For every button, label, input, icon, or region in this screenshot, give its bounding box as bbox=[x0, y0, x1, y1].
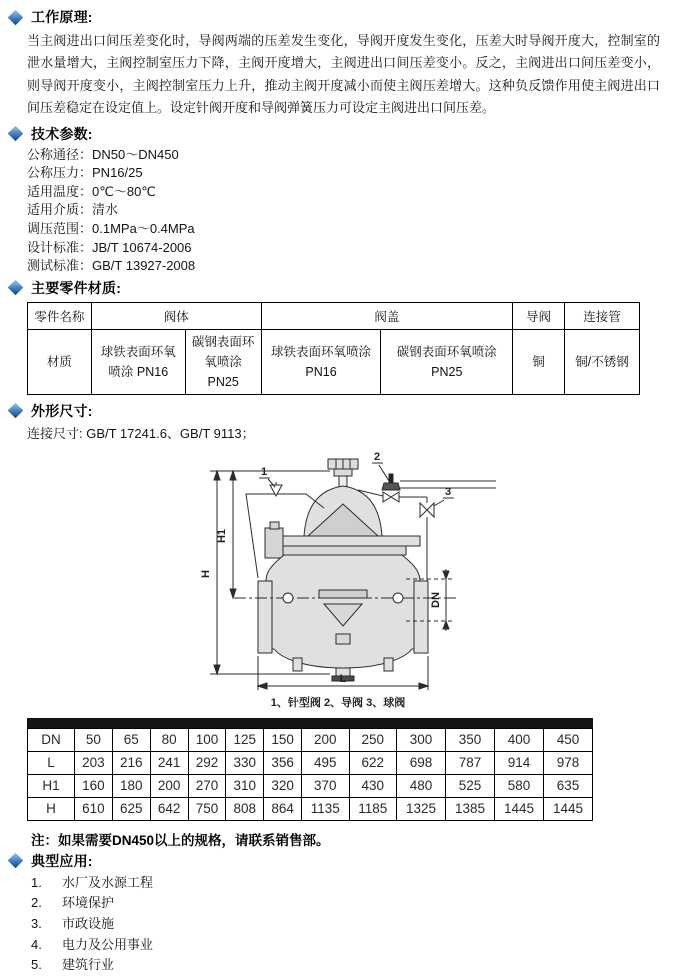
dim-cell: 1135 bbox=[302, 797, 349, 820]
param-row bbox=[27, 164, 664, 183]
dimensions-table-top-bar bbox=[27, 718, 593, 728]
param-row bbox=[27, 146, 664, 165]
dim-cell: 300 bbox=[397, 728, 446, 751]
param-value: DN50～DN450 bbox=[92, 146, 179, 162]
dim-row-h1 bbox=[28, 774, 593, 797]
dim-cell: 400 bbox=[494, 728, 543, 751]
dim-cell: 525 bbox=[445, 774, 494, 797]
dim-cell: 698 bbox=[397, 751, 446, 774]
dim-cell: 200 bbox=[150, 774, 188, 797]
dim-cell: 610 bbox=[75, 797, 113, 820]
materials-table-row bbox=[28, 329, 640, 394]
material-cell: 铜/不锈钢 bbox=[565, 329, 640, 394]
dim-row-label: H1 bbox=[28, 774, 75, 797]
item-number: 4. bbox=[31, 936, 42, 952]
dimensions-table bbox=[27, 728, 593, 821]
item-text: 电力及公用事业 bbox=[62, 936, 154, 952]
dim-cell: 1445 bbox=[543, 797, 592, 820]
valve-cross-section-drawing bbox=[6, 444, 684, 716]
callout-2: 2 bbox=[373, 450, 381, 463]
param-label: 适用介质： bbox=[27, 202, 93, 218]
diamond-bullet-icon bbox=[8, 9, 24, 25]
dim-row-h bbox=[28, 797, 593, 820]
dim-row-label: DN bbox=[28, 728, 75, 751]
dim-cell: 750 bbox=[188, 797, 226, 820]
dim-row-label: L bbox=[28, 751, 75, 774]
param-value: 0.1MPa～0.4MPa bbox=[92, 221, 195, 236]
section-title: 主要零件材质: bbox=[31, 279, 122, 296]
dim-cell: 1185 bbox=[349, 797, 396, 820]
diamond-bullet-icon bbox=[8, 126, 24, 142]
dim-cell: 241 bbox=[150, 751, 188, 774]
application-item bbox=[31, 935, 664, 956]
param-row bbox=[27, 239, 664, 258]
section-title: 典型应用: bbox=[31, 852, 93, 869]
dn450-note: 注：如果需要DN450以上的规格，请联系销售部。 bbox=[31, 832, 330, 848]
dim-label-h1: H1 bbox=[216, 528, 228, 543]
callout-1: 1 bbox=[260, 465, 268, 478]
materials-table-header-row bbox=[28, 302, 640, 329]
application-item bbox=[31, 893, 664, 914]
param-label: 测试标准： bbox=[27, 258, 93, 274]
dim-cell: 65 bbox=[112, 728, 150, 751]
applications-list bbox=[6, 873, 664, 976]
item-number: 5. bbox=[31, 957, 42, 973]
dim-cell: 320 bbox=[264, 774, 302, 797]
row-label-cell: 材质 bbox=[28, 329, 92, 394]
param-value: JB/T 10674-2006 bbox=[92, 239, 192, 255]
callout-3: 3 bbox=[444, 485, 452, 498]
param-label: 适用温度： bbox=[27, 183, 93, 199]
dim-row-label: H bbox=[28, 797, 75, 820]
dim-cell: 100 bbox=[188, 728, 226, 751]
dim-label-h: H bbox=[200, 569, 212, 578]
dim-cell: 495 bbox=[302, 751, 349, 774]
param-row bbox=[27, 183, 664, 202]
dim-cell: 292 bbox=[188, 751, 226, 774]
dim-cell: 622 bbox=[349, 751, 396, 774]
diamond-bullet-icon bbox=[8, 280, 24, 296]
header-cell: 阀盖 bbox=[261, 302, 513, 329]
header-cell: 导阀 bbox=[513, 302, 565, 329]
section-title: 外形尺寸: bbox=[31, 402, 93, 419]
dim-cell: 580 bbox=[494, 774, 543, 797]
item-number: 1. bbox=[31, 874, 42, 890]
param-value: PN16/25 bbox=[92, 165, 143, 181]
dim-cell: 625 bbox=[112, 797, 150, 820]
dim-cell: 350 bbox=[445, 728, 494, 751]
dim-cell: 370 bbox=[302, 774, 349, 797]
dim-cell: 80 bbox=[150, 728, 188, 751]
dim-label-l: L bbox=[339, 672, 347, 685]
item-text: 水厂及水源工程 bbox=[62, 874, 154, 890]
dim-cell: 330 bbox=[226, 751, 264, 774]
dim-cell: 200 bbox=[302, 728, 349, 751]
material-cell: 碳钢表面环氧喷涂 PN25 bbox=[381, 329, 513, 394]
tech-params-list bbox=[6, 146, 664, 276]
dim-cell: 914 bbox=[494, 751, 543, 774]
dim-cell: 310 bbox=[226, 774, 264, 797]
dim-cell: 480 bbox=[397, 774, 446, 797]
material-cell: 碳钢表面环氧喷涂 PN25 bbox=[185, 329, 261, 394]
materials-table bbox=[27, 302, 640, 395]
dim-cell: 1325 bbox=[397, 797, 446, 820]
diagram-caption: 1、针型阀 2、导阀 3、球阀 bbox=[270, 696, 406, 709]
param-label: 调压范围： bbox=[27, 221, 93, 236]
dim-cell: 203 bbox=[75, 751, 113, 774]
dim-cell: 808 bbox=[226, 797, 264, 820]
item-number: 2. bbox=[31, 895, 42, 911]
dim-cell: 250 bbox=[349, 728, 396, 751]
dim-cell: 787 bbox=[445, 751, 494, 774]
dim-cell: 635 bbox=[543, 774, 592, 797]
valve-dimension-diagram bbox=[6, 444, 684, 716]
material-cell: 球铁表面环氧喷涂 PN16 bbox=[261, 329, 381, 394]
application-item bbox=[31, 873, 664, 894]
dim-cell: 450 bbox=[543, 728, 592, 751]
material-cell: 铜 bbox=[513, 329, 565, 394]
item-number: 3. bbox=[31, 915, 42, 931]
header-cell: 连接管 bbox=[565, 302, 640, 329]
item-text: 建筑行业 bbox=[62, 957, 115, 973]
dim-cell: 978 bbox=[543, 751, 592, 774]
application-item bbox=[31, 914, 664, 935]
dim-label-dn: DN bbox=[430, 591, 442, 608]
param-row bbox=[27, 257, 664, 276]
item-text: 市政设施 bbox=[62, 915, 115, 931]
section-title: 工作原理: bbox=[31, 9, 93, 25]
param-value: GB/T 13927-2008 bbox=[92, 258, 196, 274]
section-header-applications bbox=[6, 851, 664, 871]
dim-cell: 160 bbox=[75, 774, 113, 797]
dim-row-dn bbox=[28, 728, 593, 751]
param-value: 清水 bbox=[92, 202, 119, 218]
param-row bbox=[27, 220, 664, 239]
param-value: 0℃～80℃ bbox=[92, 183, 156, 199]
diamond-bullet-icon bbox=[8, 853, 24, 869]
param-label: 设计标准： bbox=[27, 239, 93, 255]
application-item bbox=[31, 955, 664, 976]
dim-cell: 1385 bbox=[445, 797, 494, 820]
dim-cell: 270 bbox=[188, 774, 226, 797]
dim-cell: 50 bbox=[75, 728, 113, 751]
dim-cell: 125 bbox=[226, 728, 264, 751]
dim-row-l bbox=[28, 751, 593, 774]
dim-cell: 356 bbox=[264, 751, 302, 774]
section-title: 技术参数: bbox=[31, 125, 93, 142]
header-cell: 零件名称 bbox=[28, 302, 92, 329]
dim-cell: 1445 bbox=[494, 797, 543, 820]
working-principle-paragraph: 当主阀进出口间压差变化时，导阀两端的压差发生变化，导阀开度发生变化，压差大时导阀开度大，控制室的泄水量增大，主阀控制室压力下降，主阀开度增大，主阀进出口间压差变小。反之，主阀进出口间压差变小，则导阀开度变小，主阀控制室压力上升，推动主阀开度减小而使主阀压差增大。这种负反馈作用使主阀进出口间压差稳定在设定值上。设定针阀开度和导阀弹簧压力可设定主阀进出口间压差。 bbox=[27, 33, 660, 116]
material-cell: 球铁表面环氧喷涂 PN16 bbox=[91, 329, 185, 394]
section-header-materials bbox=[6, 278, 664, 298]
section-header-tech-params bbox=[6, 124, 664, 144]
header-cell: 阀体 bbox=[91, 302, 261, 329]
param-label: 公称通径： bbox=[27, 146, 93, 162]
param-row bbox=[27, 201, 664, 220]
param-label: 公称压力： bbox=[27, 165, 93, 181]
section-header-working-principle bbox=[6, 7, 664, 27]
item-text: 环境保护 bbox=[62, 895, 115, 911]
dim-cell: 150 bbox=[264, 728, 302, 751]
dim-cell: 180 bbox=[112, 774, 150, 797]
dim-cell: 642 bbox=[150, 797, 188, 820]
dim-cell: 864 bbox=[264, 797, 302, 820]
section-header-dimensions bbox=[6, 401, 664, 421]
diamond-bullet-icon bbox=[8, 403, 24, 419]
dim-cell: 216 bbox=[112, 751, 150, 774]
connection-standard-note: 连接尺寸: GB/T 17241.6、GB/T 9113； bbox=[27, 425, 255, 441]
dim-cell: 430 bbox=[349, 774, 396, 797]
